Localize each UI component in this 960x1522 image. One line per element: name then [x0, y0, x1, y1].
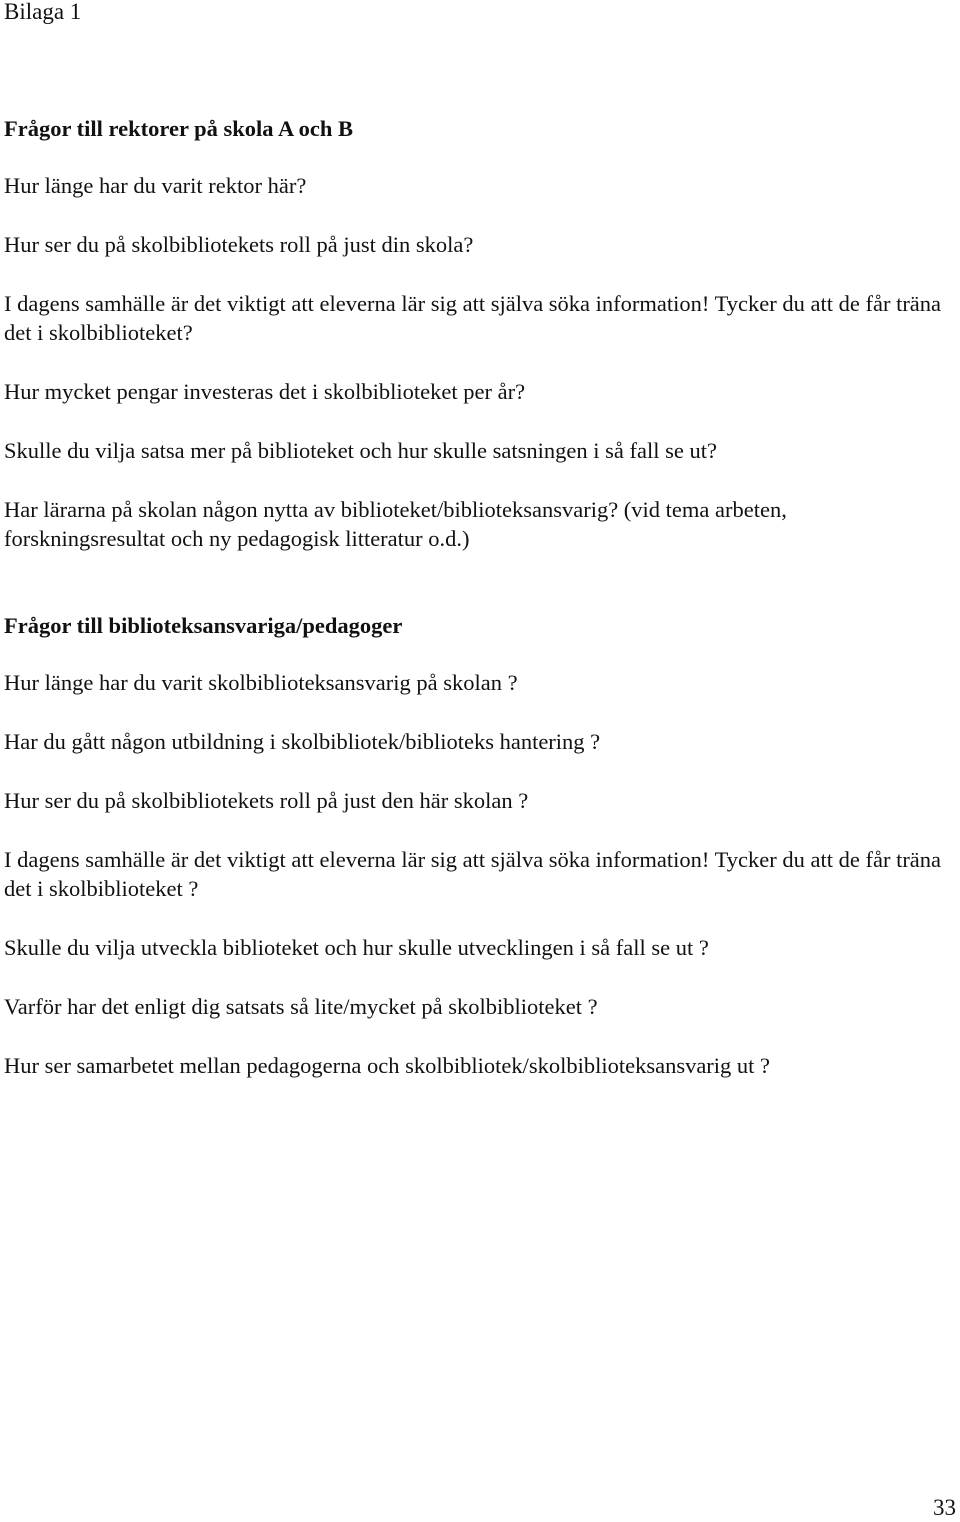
- section-heading: Frågor till biblioteksansvariga/pedagoger: [4, 613, 403, 638]
- question-item: Skulle du vilja utveckla biblioteket och hur skulle utvecklingen i så fall se ut ?: [4, 935, 709, 960]
- question-item: Varför har det enligt dig satsats så lite/mycket på skolbiblioteket ?: [4, 994, 598, 1019]
- page-number: 33: [933, 1495, 956, 1520]
- section-principals: [4, 114, 952, 553]
- section-librarians: [4, 611, 952, 1080]
- question-item: Hur ser samarbetet mellan pedagogerna och skolbibliotek/skolbiblioteksansvarig ut ?: [4, 1053, 771, 1078]
- question-item: Hur länge har du varit skolbiblioteksansvarig på skolan ?: [4, 670, 518, 695]
- question-item: I dagens samhälle är det viktigt att eleverna lär sig att själva söka information! Tycker du att de får träna det i skolbiblioteket?: [4, 291, 942, 345]
- appendix-label: Bilaga 1: [4, 0, 82, 24]
- question-item: Hur länge har du varit rektor här?: [4, 173, 307, 198]
- question-item: I dagens samhälle är det viktigt att eleverna lär sig att själva söka information! Tycker du att de får träna det i skolbiblioteket ?: [4, 847, 942, 901]
- document-body: [4, 114, 952, 1080]
- question-item: Har lärarna på skolan någon nytta av biblioteket/biblioteksansvarig? (vid tema arbeten, forskningsresultat och ny pedagogisk litteratur o.d.): [4, 497, 787, 551]
- question-item: Skulle du vilja satsa mer på biblioteket och hur skulle satsningen i så fall se ut?: [4, 438, 717, 463]
- question-item: Har du gått någon utbildning i skolbibliotek/biblioteks hantering ?: [4, 729, 601, 754]
- question-item: Hur ser du på skolbibliotekets roll på just den här skolan ?: [4, 788, 529, 813]
- section-heading: Frågor till rektorer på skola A och B: [4, 116, 353, 141]
- question-item: Hur mycket pengar investeras det i skolbiblioteket per år?: [4, 379, 526, 404]
- question-item: Hur ser du på skolbibliotekets roll på just din skola?: [4, 232, 474, 257]
